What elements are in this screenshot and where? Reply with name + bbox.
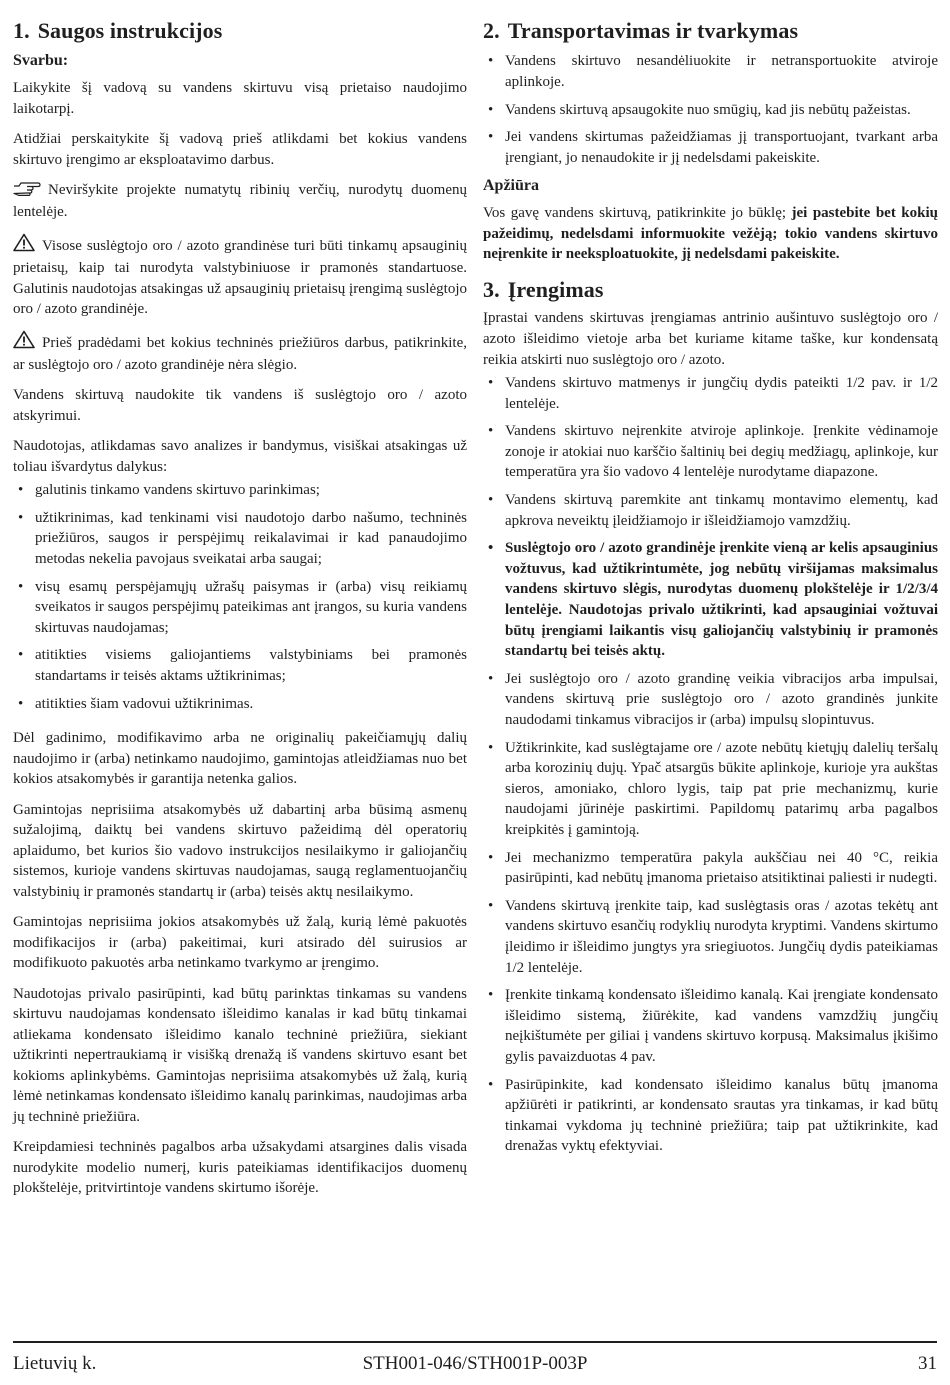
list-item: • Vandens skirtuvo matmenys ir jungčių dydis pateikti 1/2 pav. ir 1/2 lentelėje. [483,373,938,414]
pointing-hand-icon [13,180,41,203]
subheading-inspection: Apžiūra [483,177,539,195]
section-heading-transport [483,18,938,44]
heading-number: 3. [483,276,500,302]
warning-paragraph [13,330,467,376]
warning-text: Prieš pradėdami bet kokius techninės priežiūros darbus, patikrinkite, ar suslėgtojo oro / azoto grandinėje nėra slėgio. [13,334,467,374]
right-column [483,18,938,1171]
list-item: • atitikties visiems galiojantiems valstybiniams bei pramonės standartams ir teisės aktams užtikrinimas; [13,645,467,686]
list-item: • Vandens skirtuvo neįrenkite atviroje aplinkoje. Įrenkite vėdinamoje zonoje ir atokiai nuo karščio šaltinių bei degių medžiagų, aplinkoje, kur temperatūra yra šio vadovo 4 lentelėje nurodytame diapazone. [483,421,938,483]
paragraph: Naudotojas privalo pasirūpinti, kad būtų parinktas tinkamas su vandens skirtuvu naudojamas kondensato išleidimo kanalas ir kad būtų tinkamai atliekama kondensato išleidimo kanalo techninė priežiūra, siekiant užtikrinti nepertraukiamą ir visišką drenažą iš vandens skirtuvo esant bet kokioms aplinkybėms. Gamintojas neprisiima atsakomybės už žalą, kurią lėmė netinkamas kondensato išleidimo kanalų parinkimas, naudojimas arba jų techninė priežiūra. [13,985,467,1126]
warning-text: Visose suslėgtojo oro / azoto grandinėse turi būti tinkamų apsauginių prietaisų, kaip tai nurodyta valstybiniuose ir pramonės standartuose. Galutinis naudotojas atsakingas už apsauginių prietaisų įrengimą suslėgtojo oro / azoto grandinėje. [13,237,467,318]
list-item: • užtikrinimas, kad tenkinami visi naudotojo darbo našumo, techninės priežiūros, saugos ir perspėjimų reikalavimai ir kad panaudojimo metodas nekelia pavojaus sveikatai arba saugai; [13,508,467,570]
footer-doc-code: STH001-046/STH001P-003P [362,1353,588,1374]
list-item: • visų esamų perspėjamųjų užrašų paisymas ir (arba) visų reikiamų sveikatos ir saugos perspėjimų pateikimas ant įrangos, su kuria vandens skirtuvas naudojamas; [13,577,467,639]
list-item: • Jei suslėgtojo oro / azoto grandinę veikia vibracijos arba impulsai, vandens skirtuvą prie suslėgtojo oro / azoto grandinės junkite naudodami tinkamus vibracijos ir (arba) impulsų slopintuvus. [483,669,938,731]
paragraph: Atidžiai perskaitykite šį vadovą prieš atlikdami bet kokius vandens skirtuvo įrengimo ar eksploatavimo darbus. [13,130,467,168]
transport-list [483,51,938,168]
list-item: • Jei vandens skirtumas pažeidžiamas jį transportuojant, tvarkant arba įrengiant, jo nenaudokite ir jį nedelsdami pakeiskite. [483,127,938,168]
list-item: • Vandens skirtuvą įrenkite taip, kad suslėgtasis oras / azotas tekėtų ant vandens skirtuvo esančių rodyklių nurodyta kryptimi. Vandens skirtumo įleidimo ir išleidimo jungtys yra sriegiuotos. Jungčių dydis pateikiamas 1/2 lentelėje. [483,896,938,978]
heading-number: 2. [483,18,500,43]
footer-page-number: 31 [918,1353,937,1374]
paragraph: Gamintojas neprisiima atsakomybės už dabartinį arba būsimą asmenų sužalojimą, daiktų bei vandens skirtuvo pažeidimą dėl operatorių aplaidumo, bet kurios šio vadovo instrukcijos nesilaikymo ir galiojančių sistemos, kurioje vandens skirtuvas naudojamas, saugą reglamentuojančių valstybinių ir pramonės standartų ir (arba) teisės aktų nesilaikymo. [13,801,467,900]
section-heading-safety [13,18,467,44]
list-item: • Įrenkite tinkamą kondensato išleidimo kanalą. Kai įrengiate kondensato išleidimo sistemą, žiūrėkite, kad vandens vamzdžių jungčių neįkištumėte per giliai į vandens skirtuvo korpusą. Maksimalus įkišimo gylis pavaizduotas 4 pav. [483,985,938,1067]
paragraph: Naudotojas, atlikdamas savo analizes ir bandymus, visiškai atsakingas už toliau išvardytus dalykus: [13,438,467,475]
warning-triangle-icon [13,233,35,259]
paragraph: Dėl gadinimo, modifikavimo arba ne originalių pakeičiamųjų dalių naudojimo ir (arba) netinkamo naudojimo, gamintojas atleidžiamas nuo bet kokios atsakomybės ir garantija netenka galios. [13,730,467,788]
warning-triangle-icon [13,330,35,356]
inspection-text: Vos gavę vandens skirtuvą, patikrinkite jo būklę; [483,205,787,222]
heading-number: 1. [13,18,30,43]
inspection-bold-text: jei pastebite bet kokių pažeidimų, nedelsdami informuokite vežėją; tokio vandens skirtuvo neįrenkite ir neeksploatuokite, jį nedelsdami pakeiskite. [483,205,939,263]
paragraph: Įprastai vandens skirtuvas įrengiamas antrinio aušintuvo suslėgtojo oro / azoto išleidimo vietoje arba bet kuriame kitame taške, kur kondensatą reikia atskirti nuo suslėgtojo oro / azoto. [483,310,938,368]
list-item: • Vandens skirtuvą paremkite ant tinkamų montavimo elementų, kad apkrova neveiktų įleidžiamojo ir išleidžiamojo vamzdžių. [483,490,938,531]
subheading-important: Svarbu: [13,52,69,70]
list-item: • Vandens skirtuvo nesandėliuokite ir netransportuokite atviroje aplinkoje. [483,51,938,92]
list-item: • atitikties šiam vadovui užtikrinimas. [13,694,467,715]
note-text: Neviršykite projekte numatytų ribinių verčių, nurodytų duomenų lentelėje. [13,181,467,221]
footer-language: Lietuvių k. [13,1353,97,1374]
list-item: • Suslėgtojo oro / azoto grandinėje įrenkite vieną ar kelis apsauginius vožtuvus, kad užtikrintumėte, jog nebūtų viršijamas maksimalus vandens skirtuvo slėgis, nurodytas duomenų plokštelėje ir 1/2/3/4 lentelėje. Naudotojas privalo užtikrinti, kad apsauginiai vožtuvai būtų įrengiami laikantis visų galiojančių valstybinių ir pramonės standartų bei teisės aktų. [483,538,938,662]
installation-list [483,373,938,1157]
list-item: • Užtikrinkite, kad suslėgtajame ore / azote nebūtų kietųjų dalelių teršalų arba korozinių dujų. Ypač atsargūs būkite aplinkoje, kurioje yra aukštas sieros, amoniako, chloro lygis, taip pat prie mechanizmų, kurie naudojami jūrinėje paskirtimi. Papildomų patarimų arba pagalbos kreipkitės į gamintoją. [483,738,938,841]
note-paragraph [13,180,467,223]
section-heading-installation [483,277,938,303]
heading-text: Transportavimas ir tvarkymas [507,18,799,43]
responsibility-list [13,480,467,714]
footer-divider [13,1341,937,1343]
list-item: • Vandens skirtuvą apsaugokite nuo smūgių, kad jis nebūtų pažeistas. [483,100,938,121]
list-item: • Pasirūpinkite, kad kondensato išleidimo kanalus būtų įmanoma apžiūrėti ir patikrinti, ar kondensato srautas yra tinkamas, ir kad būtų tinkamai vykdoma jų techninė priežiūra; taip pat užtikrinkite, kad drenažas vyktų efektyviai. [483,1075,938,1157]
paragraph: Gamintojas neprisiima jokios atsakomybės už žalą, kurią lėmė pakuotės modifikacijos ir (arba) pakeitimai, kuri atsirado dėl suirusios ar modifikuoto pakuotės arba netinkamo tvarkymo ar įrengimo. [13,914,467,972]
left-column [13,18,467,1209]
heading-text: Įrengimas [507,276,604,302]
paragraph: Vandens skirtuvą naudokite tik vandens iš suslėgtojo oro / azoto atskyrimui. [13,387,467,424]
inspection-paragraph [483,203,938,265]
list-item: • galutinis tinkamo vandens skirtuvo parinkimas; [13,480,467,501]
paragraph: Laikykite šį vadovą su vandens skirtuvu visą prietaiso naudojimo laikotarpį. [13,80,467,117]
warning-paragraph [13,233,467,320]
heading-text: Saugos instrukcijos [37,18,223,43]
paragraph: Kreipdamiesi techninės pagalbos arba užsakydami atsargines dalis visada nurodykite modelio numerį, kuris pateikiamas identifikacijos duomenų plokštelėje, pritvirtintoje vandens skirtumo išorėje. [13,1139,467,1197]
list-item: • Jei mechanizmo temperatūra pakyla aukščiau nei 40 °C, reikia pasirūpinti, kad nebūtų įmanoma prietaiso atsitiktinai paliesti ir nudegti. [483,848,938,889]
